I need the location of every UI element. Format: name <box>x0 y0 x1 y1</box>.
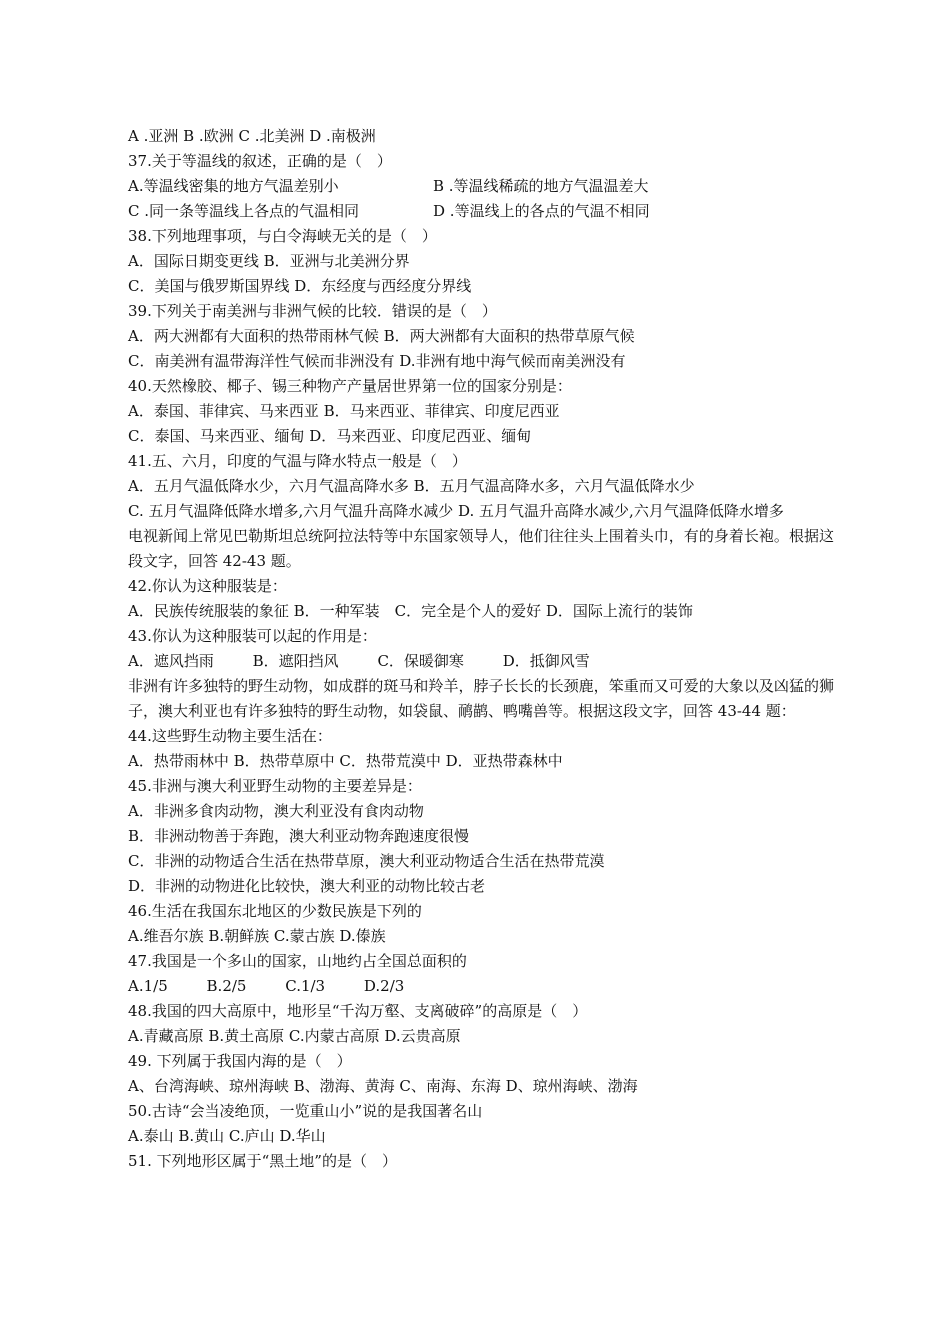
answer-options-50: A.泰山 B.黄山 C.庐山 D.华山 <box>128 1127 326 1145</box>
option-43-d: D．抵御风雪 <box>502 652 590 670</box>
answer-options-40-ab: A．泰国、菲律宾、马来西亚 B．马来西亚、菲律宾、印度尼西亚 <box>128 402 560 420</box>
answer-options-44: A．热带雨林中 B．热带草原中 C．热带荒漠中 D．亚热带森林中 <box>128 752 563 770</box>
question-49: 49. 下列属于我国内海的是（ ） <box>128 1052 352 1070</box>
option-45-b: B．非洲动物善于奔跑，澳大利亚动物奔跑速度很慢 <box>128 827 470 845</box>
option-37-d: D .等温线上的各点的气温不相同 <box>433 202 650 220</box>
question-38: 38.下列地理事项，与白令海峡无关的是（ ） <box>128 227 437 245</box>
answer-options-37-ab <box>128 174 834 199</box>
question-47: 47.我国是一个多山的国家，山地约占全国总面积的 <box>128 952 467 970</box>
question-45: 45.非洲与澳大利亚野生动物的主要差异是： <box>128 777 422 795</box>
question-40: 40.天然橡胶、椰子、锡三种物产产量居世界第一位的国家分别是： <box>128 377 572 395</box>
option-47-b: B.2/5 <box>206 977 247 995</box>
answer-options-42: A．民族传统服装的象征 B．一种军装 C．完全是个人的爱好 D．国际上流行的装饰 <box>128 602 693 620</box>
answer-options-48: A.青藏高原 B.黄土高原 C.内蒙古高原 D.云贵高原 <box>128 1027 461 1045</box>
answer-options-37-cd <box>128 199 834 224</box>
question-39: 39.下列关于南美洲与非洲气候的比较．错误的是（ ） <box>128 302 497 320</box>
answer-options-38-ab: A．国际日期变更线 B．亚洲与北美洲分界 <box>128 252 410 270</box>
question-48: 48.我国的四大高原中，地形呈“千沟万壑、支离破碎”的高原是（ ） <box>128 1002 588 1020</box>
answer-options-41-cd: C. 五月气温降低降水增多,六月气温升高降水减少 D. 五月气温升高降水减少,六月气温降低降水增多 <box>128 502 784 520</box>
option-37-a: A.等温线密集的地方气温差别小 <box>128 177 339 195</box>
option-37-c: C .同一条等温线上各点的气温相同 <box>128 202 360 220</box>
answer-options-39-ab: A．两大洲都有大面积的热带雨林气候 B．两大洲都有大面积的热带草原气候 <box>128 327 635 345</box>
option-47-c: C.1/3 <box>285 977 326 995</box>
question-41: 41.五、六月，印度的气温与降水特点一般是（ ） <box>128 452 467 470</box>
option-45-c: C．非洲的动物适合生活在热带草原，澳大利亚动物适合生活在热带荒漠 <box>128 852 605 870</box>
answer-options-43 <box>128 649 834 674</box>
option-43-b: B．遮阳挡风 <box>252 652 339 670</box>
answer-options-41-ab: A．五月气温低降水少，六月气温高降水多 B．五月气温高降水多，六月气温低降水少 <box>128 477 695 495</box>
answer-options-46: A.维吾尔族 B.朝鲜族 C.蒙古族 D.傣族 <box>128 927 386 945</box>
answer-options-40-cd: C．泰国、马来西亚、缅甸 D．马来西亚、印度尼西亚、缅甸 <box>128 427 532 445</box>
answer-options-38-cd: C．美国与俄罗斯国界线 D．东经度与西经度分界线 <box>128 277 472 295</box>
answer-options-47 <box>128 974 834 999</box>
question-43: 43.你认为这种服装可以起的作用是： <box>128 627 377 645</box>
question-46: 46.生活在我国东北地区的少数民族是下列的 <box>128 902 422 920</box>
question-51: 51. 下列地形区属于“黑土地”的是（ ） <box>128 1152 397 1170</box>
option-45-a: A．非洲多食肉动物，澳大利亚没有食肉动物 <box>128 802 424 820</box>
document-page <box>128 124 834 1174</box>
option-47-a: A.1/5 <box>128 977 168 995</box>
option-37-b: B .等温线稀疏的地方气温温差大 <box>433 177 649 195</box>
reading-passage-42-43: 电视新闻上常见巴勒斯坦总统阿拉法特等中东国家领导人，他们往往头上围着头巾，有的身着长袍。根据这段文字，回答 42-43 题。 <box>128 527 834 570</box>
question-50: 50.古诗“会当凌绝顶，一览重山小”说的是我国著名山 <box>128 1102 483 1120</box>
answer-options-49: A、台湾海峡、琼州海峡 B、渤海、黄海 C、南海、东海 D、琼州海峡、渤海 <box>128 1077 638 1095</box>
option-43-a: A．遮风挡雨 <box>128 652 214 670</box>
answer-options-39-cd: C．南美洲有温带海洋性气候而非洲没有 D.非洲有地中海气候而南美洲没有 <box>128 352 626 370</box>
option-45-d: D．非洲的动物进化比较快，澳大利亚的动物比较古老 <box>128 877 486 895</box>
question-37: 37.关于等温线的叙述，正确的是（ ） <box>128 152 392 170</box>
question-44: 44.这些野生动物主要生活在： <box>128 727 332 745</box>
option-47-d: D.2/3 <box>363 977 405 995</box>
reading-passage-43-44: 非洲有许多独特的野生动物，如成群的斑马和羚羊，脖子长长的长颈鹿，笨重而又可爱的大象以及凶猛的狮子，澳大利亚也有许多独特的野生动物，如袋鼠、鸸鹋、鸭嘴兽等。根据这段文字，回答 43-44 题： <box>128 677 834 720</box>
answer-options-36: A .亚洲 B .欧洲 C .北美洲 D .南极洲 <box>128 127 376 145</box>
question-42: 42.你认为这种服装是： <box>128 577 287 595</box>
option-43-c: C．保暖御寒 <box>377 652 464 670</box>
